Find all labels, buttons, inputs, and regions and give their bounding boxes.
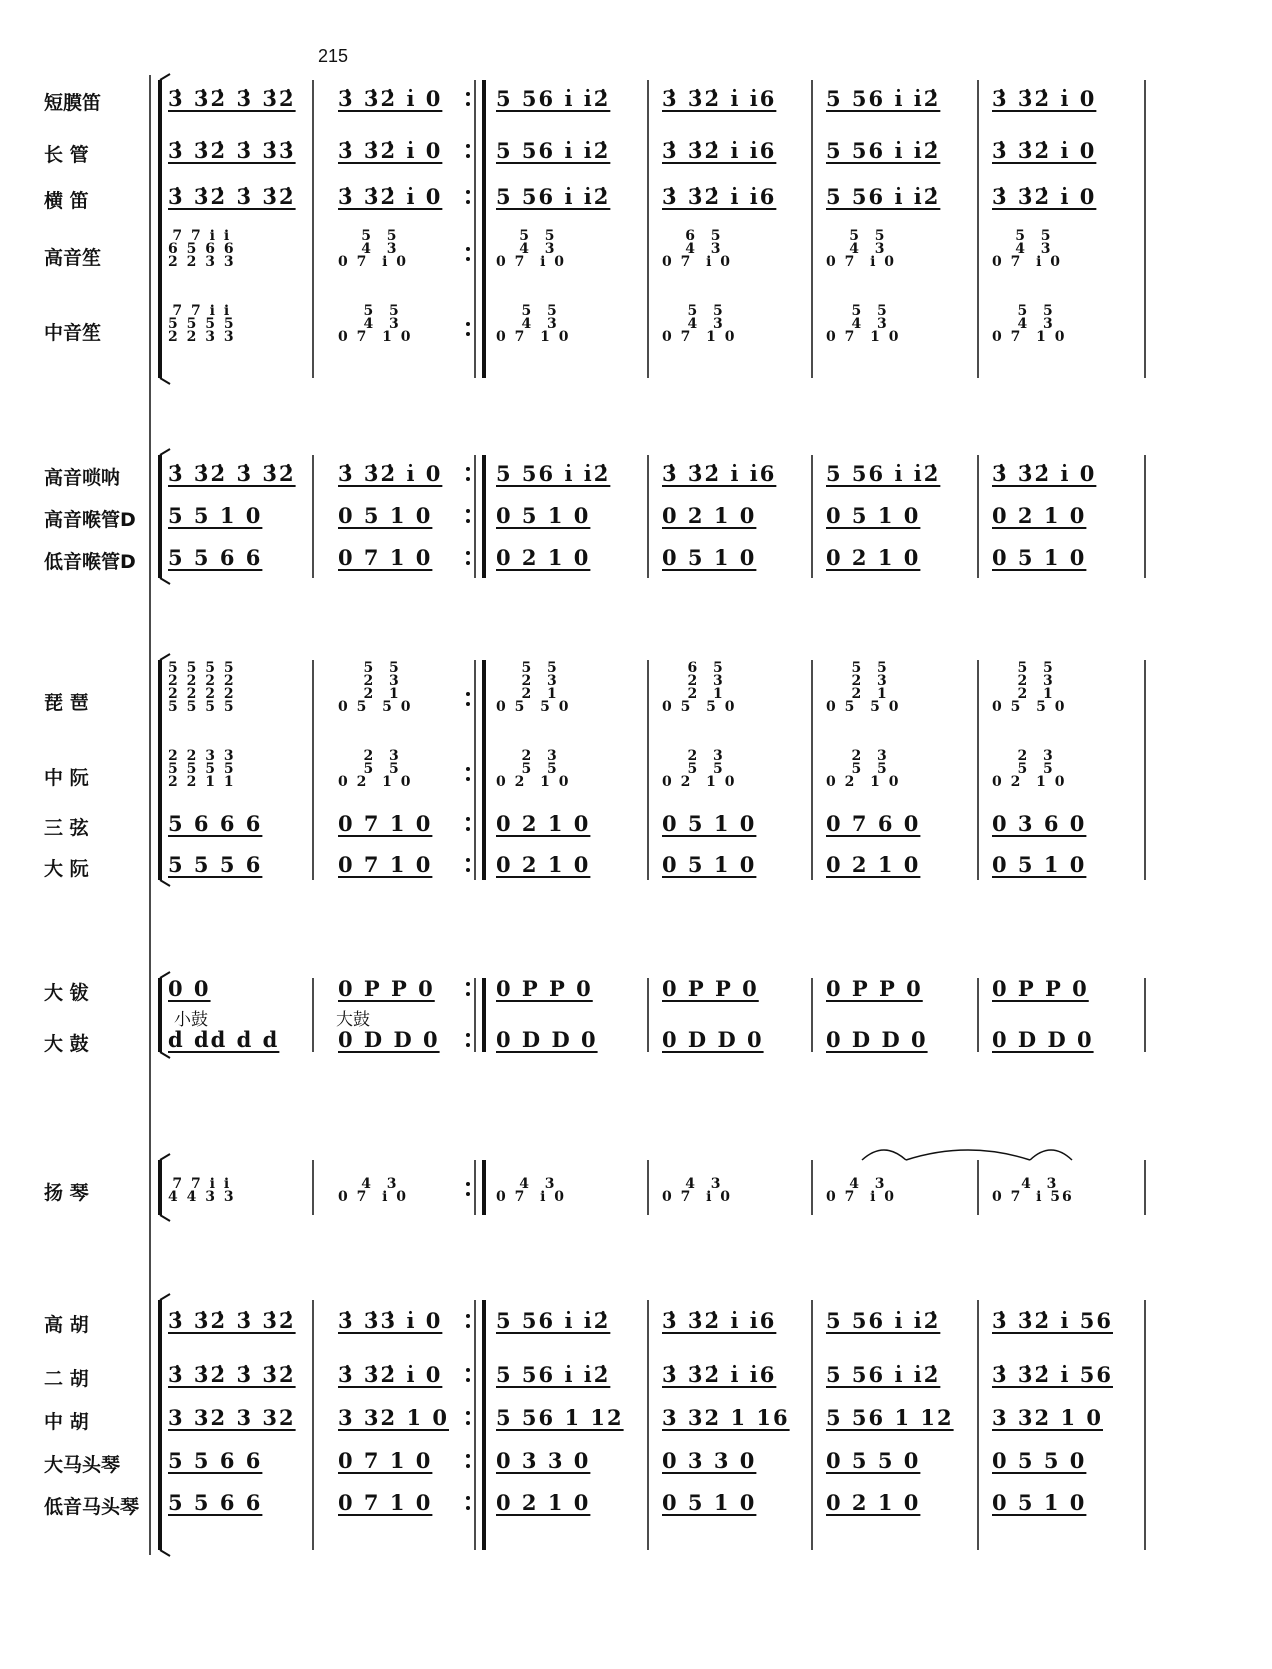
measure-cell: 3̇ 3̇2̇ 3̇ 3̇2̇ [168,1308,296,1333]
measure-cell: 0 2 1 0 [826,852,921,877]
repeat-dot-upper [466,1182,470,1186]
measure-cell: 0 5 1 0 [662,1490,757,1515]
instrument-label: 中 胡 [44,1411,89,1433]
measure-cell: 2 3 5 5 0 2 1 0 [338,748,413,790]
measure-cell: 0 2 1 0 [826,545,921,570]
repeat-dot-upper [466,551,470,555]
repeat-dot-upper [466,467,470,471]
measure-cell: 3̇ 3̇2̇ i̇ 56 [992,1308,1113,1333]
measure-cell: 6 5 4 3 0 7 i 0 [662,228,733,270]
measure-cell: 3̇ 3̇2̇ i̇ 0 [338,1362,443,1387]
measure-cell: 5 5 5 5 2 2 2 2 2 2 2 2 5 5 5 5 [168,660,236,715]
instrument-label: 高音笙 [44,247,102,269]
measure-cell: 3̇ 3̇2̇ 3̇ 3̇2̇ [168,86,296,111]
instrument-label: 高 胡 [44,1314,89,1336]
repeat-dot-upper [466,817,470,821]
measure-cell: 0 2 1 0 [496,852,591,877]
measure-cell: 7 7 i i 4 4 3 3 [168,1176,236,1205]
measure-cell: 0 7 1 0 [338,1448,433,1473]
measure-cell: 5 5 2 3 2 1 0 5 5 0 [826,660,901,715]
measure-cell: 0 D D 0 [662,1027,764,1052]
measure-cell: 5 56 i̇ i̇2̇ [496,184,611,209]
measure-cell: 5 56 i̇ i̇2̇ [496,461,611,486]
repeat-dot-lower [466,777,470,781]
percussion-annotation: 小鼓 [174,1010,208,1030]
measure-cell: 5 5 4 3 0 7 1 0 [338,303,413,345]
measure-cell: 3̇ 3̇2̇ i̇ 0 [992,138,1097,163]
measure-cell: 0 D D 0 [496,1027,598,1052]
measure-cell: 0 5 1 0 [992,1490,1087,1515]
group-bracket-hook [160,74,170,80]
repeat-dot-upper [466,1314,470,1318]
measure-cell: 3̇ 3̇2̇ i̇ i̇6 [662,461,777,486]
repeat-dot-lower [466,1378,470,1382]
measure-cell: 3 32 1 16 [662,1405,790,1430]
measure-cell: 0 5 1 0 [826,503,921,528]
measure-cell: 0 P P 0 [826,976,923,1001]
repeat-dot-upper [466,1411,470,1415]
measure-cell: 3 32 1 0 [338,1405,449,1430]
repeat-dot-upper [466,190,470,194]
repeat-dot-upper [466,1368,470,1372]
repeat-dot-upper [466,144,470,148]
measure-cell: 5 5 2 3 2 1 0 5 5 0 [496,660,571,715]
measure-cell: 5 56 i̇ i̇2̇ [496,1308,611,1333]
group-bracket-hook [160,449,170,455]
measure-cell: 3̇ 3̇2̇ i̇ i̇6 [662,1362,777,1387]
instrument-label: 横 笛 [44,190,89,212]
measure-cell: 0 P P 0 [992,976,1089,1001]
measure-cell: 5 5 6 6 [168,1448,263,1473]
measure-cell: 5 5 4 3 0 7 i 0 [338,228,409,270]
repeat-dot-lower [466,477,470,481]
group-bracket-hook [160,880,170,886]
measure-cell: 5 5 4 3 0 7 i 0 [992,228,1063,270]
measure-cell: 3 32 1 0 [992,1405,1103,1430]
group-bracket-hook [160,1550,170,1556]
measure-cell: 5 56 i̇ i̇2̇ [496,138,611,163]
measure-cell: 5 5 4 3 0 7 1 0 [826,303,901,345]
measure-cell: 0 7 1 0 [338,852,433,877]
instrument-label: 二 胡 [44,1368,89,1390]
measure-cell: 3̇ 3̇2̇ i̇ 0 [992,86,1097,111]
measure-cell: 0 7 1 0 [338,545,433,570]
tie-arc [1030,1150,1072,1160]
repeat-dot-lower [466,1464,470,1468]
measure-cell: 2 3 5 5 0 2 1 0 [826,748,901,790]
repeat-dot-upper [466,92,470,96]
measure-cell: 0 5 5 0 [992,1448,1087,1473]
repeat-dot-lower [466,1192,470,1196]
repeat-dot-upper [466,247,470,251]
measure-cell: 3̇ 3̇2̇ i̇ 0 [338,461,443,486]
instrument-label: 大马头琴 [44,1454,121,1476]
measure-cell: 2 2 3 3 5 5 5 5 2 2 1 1 [168,748,236,790]
measure-cell: 5 5 5 6 [168,852,263,877]
measure-cell: 0 D D 0 [826,1027,928,1052]
measure-cell: 3̇ 3̇2̇ i̇ 0 [338,184,443,209]
measure-cell: 5 56 i̇ i̇2̇ [826,1308,941,1333]
measure-cell: 3̇ 3̇2̇ i̇ 0 [338,86,443,111]
measure-cell: 3̇ 3̇2̇ 3̇ 3̇2̇ [168,461,296,486]
measure-cell: 0 2 1 0 [826,1490,921,1515]
repeat-dot-lower [466,1043,470,1047]
measure-cell: 0 5 1 0 [992,545,1087,570]
measure-cell: 5 56 1 12 [826,1405,954,1430]
repeat-dot-lower [466,1506,470,1510]
measure-cell: 5 56 i̇ i̇2̇ [826,184,941,209]
page-number: 215 [318,46,349,66]
measure-cell: 3̇ 3̇2̇ i̇ i̇6 [662,184,777,209]
group-bracket-hook [160,1052,170,1058]
instrument-label: 大 钹 [44,982,89,1004]
measure-cell: 0 7 1 0 [338,1490,433,1515]
measure-cell: 3 32 3 32 [168,1405,296,1430]
measure-cell: 0 D D 0 [992,1027,1094,1052]
measure-cell: 4 3 0 7 i 0 [662,1176,733,1205]
measure-cell: 3̇ 3̇2̇ i̇ i̇6 [662,86,777,111]
measure-cell: 6 5 2 3 2 1 0 5 5 0 [662,660,737,715]
measure-cell: 0 5 1 0 [662,545,757,570]
repeat-dot-lower [466,200,470,204]
measure-cell: 4 3 0 7 i 56 [992,1176,1074,1205]
repeat-dot-lower [466,1421,470,1425]
repeat-dot-upper [466,1454,470,1458]
measure-cell: 5 5 1 0 [168,503,263,528]
measure-cell: 0 5 1 0 [662,852,757,877]
measure-cell: 5 5 2 3 2 1 0 5 5 0 [992,660,1067,715]
measure-cell: 3̇ 3̇2̇ 3̇ 3̇2̇ [168,184,296,209]
instrument-label: 中 阮 [44,767,89,789]
repeat-dot-lower [466,1324,470,1328]
measure-cell: 5 56 i̇ i̇2̇ [826,1362,941,1387]
measure-cell: 3̇ 3̇2̇ i̇ 0 [992,184,1097,209]
group-bracket-hook [160,1215,170,1221]
instrument-label: 扬 琴 [44,1182,89,1204]
measure-cell: 3̇ 3̇2̇ 3̇ 3̇3̇ [168,138,296,163]
instrument-label: 中音笙 [44,322,102,344]
measure-cell: 5 56 i̇ i̇2̇ [496,86,611,111]
instrument-label: 长 管 [44,144,89,166]
measure-cell: 5 5 6 6 [168,1490,263,1515]
repeat-dot-lower [466,102,470,106]
measure-cell: 0 2 1 0 [496,1490,591,1515]
measure-cell: 3̇ 3̇2̇ i̇ 0 [992,461,1097,486]
measure-cell: 5 56 i̇ i̇2̇ [496,1362,611,1387]
repeat-dot-lower [466,827,470,831]
measure-cell: 0 P P 0 [662,976,759,1001]
measure-cell: 4 3 0 7 i 0 [826,1176,897,1205]
repeat-dot-lower [466,332,470,336]
measure-cell: 4 3 0 7 i 0 [338,1176,409,1205]
repeat-dot-lower [466,702,470,706]
instrument-label: 低音喉管D [44,551,136,573]
tie-arc [862,1150,906,1160]
measure-cell: 0 7 1 0 [338,811,433,836]
measure-cell: 0 3 6 0 [992,811,1087,836]
measure-cell: 0 5 1 0 [338,503,433,528]
percussion-annotation: 大鼓 [336,1010,370,1030]
repeat-dot-upper [466,322,470,326]
measure-cell: 7 7 i i 6 5 6 6 2 2 3 3 [168,228,236,270]
instrument-label: 大 鼓 [44,1033,89,1055]
instrument-label: 高音唢呐 [44,467,121,489]
measure-cell: 5 56 i̇ i̇2̇ [826,461,941,486]
measure-cell: 0 3 3 0 [496,1448,591,1473]
repeat-dot-upper [466,767,470,771]
measure-cell: 0 0 [168,976,211,1001]
measure-cell: 3̇ 3̇2̇ 3̇ 3̇2̇ [168,1362,296,1387]
measure-cell: 5 5 6 6 [168,545,263,570]
repeat-dot-lower [466,868,470,872]
measure-cell: 5 56 i̇ i̇2̇ [826,138,941,163]
measure-cell: 0 2 1 0 [496,811,591,836]
repeat-dot-upper [466,692,470,696]
group-bracket-hook [160,1154,170,1160]
measure-cell: 5 6 6 6 [168,811,263,836]
repeat-dot-upper [466,1496,470,1500]
tie-arc [906,1150,1030,1160]
instrument-label: 三 弦 [44,817,89,839]
instrument-label: 高音喉管D [44,509,136,531]
measure-cell: 5 5 4 3 0 7 1 0 [992,303,1067,345]
measure-cell: 0 5 1 0 [662,811,757,836]
measure-cell: d dd d d [168,1027,280,1052]
measure-cell: 0 5 1 0 [992,852,1087,877]
measure-cell: 0 5 1 0 [496,503,591,528]
repeat-dot-upper [466,858,470,862]
measure-cell: 0 7 6 0 [826,811,921,836]
measure-cell: 3̇ 3̇2̇ i̇ 56 [992,1362,1113,1387]
group-bracket-hook [160,578,170,584]
measure-cell: 7 7 i i 5 5 5 5 2 2 3 3 [168,303,236,345]
instrument-label: 短膜笛 [44,92,102,114]
measure-cell: 0 P P 0 [338,976,435,1001]
measure-cell: 4 3 0 7 i 0 [496,1176,567,1205]
measure-cell: 5 5 2 3 2 1 0 5 5 0 [338,660,413,715]
measure-cell: 0 3 3 0 [662,1448,757,1473]
measure-cell: 3̇ 3̇2̇ i̇ i̇6 [662,1308,777,1333]
repeat-dot-upper [466,1033,470,1037]
repeat-dot-upper [466,982,470,986]
measure-cell: 5 56 1 12 [496,1405,624,1430]
repeat-dot-lower [466,257,470,261]
instrument-label: 低音马头琴 [44,1496,140,1518]
measure-cell: 2 3 5 5 0 2 1 0 [662,748,737,790]
measure-cell: 5 5 4 3 0 7 1 0 [662,303,737,345]
measure-cell: 0 2 1 0 [662,503,757,528]
measure-cell: 3̇ 3̇2̇ i̇ 0 [338,138,443,163]
measure-cell: 0 2 1 0 [496,545,591,570]
measure-cell: 0 2 1 0 [992,503,1087,528]
group-bracket-hook [160,1294,170,1300]
measure-cell: 0 5 5 0 [826,1448,921,1473]
measure-cell: 3̇ 3̇3̇ i̇ 0 [338,1308,443,1333]
instrument-label: 琵 琶 [44,692,89,714]
measure-cell: 5 5 4 3 0 7 i 0 [826,228,897,270]
group-bracket-hook [160,378,170,384]
instrument-label: 大 阮 [44,858,89,880]
measure-cell: 5 56 i̇ i̇2̇ [826,86,941,111]
repeat-dot-lower [466,519,470,523]
measure-cell: 2 3 5 5 0 2 1 0 [496,748,571,790]
repeat-dot-upper [466,509,470,513]
repeat-dot-lower [466,154,470,158]
repeat-dot-lower [466,992,470,996]
measure-cell: 0 D D 0 [338,1027,440,1052]
measure-cell: 3̇ 3̇2̇ i̇ i̇6 [662,138,777,163]
measure-cell: 5 5 4 3 0 7 i 0 [496,228,567,270]
measure-cell: 0 P P 0 [496,976,593,1001]
measure-cell: 5 5 4 3 0 7 1 0 [496,303,571,345]
measure-cell: 2 3 5 5 0 2 1 0 [992,748,1067,790]
repeat-dot-lower [466,561,470,565]
